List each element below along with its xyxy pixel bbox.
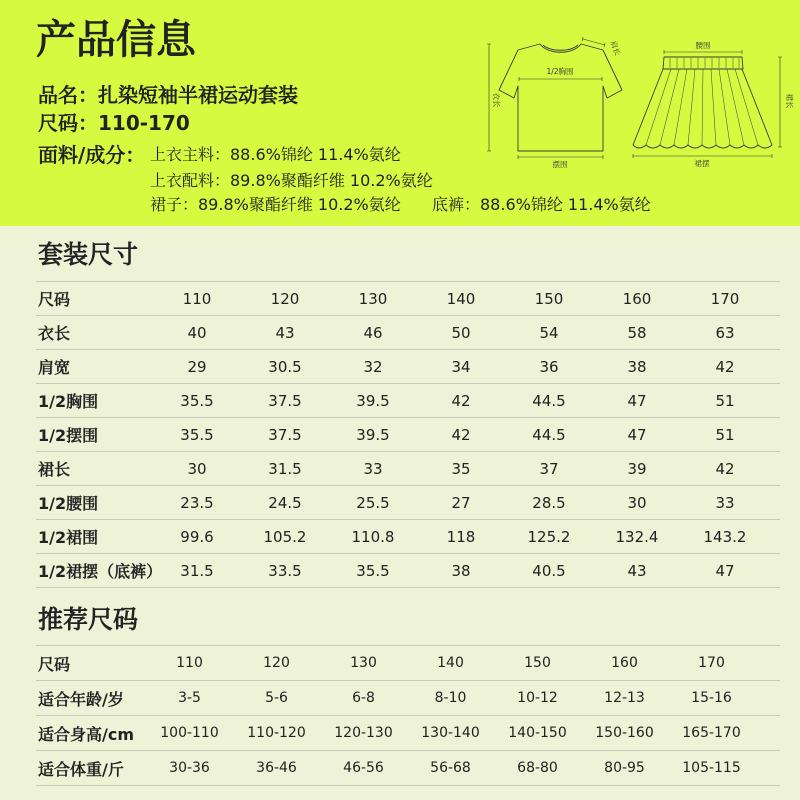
table-cell: 37.5 [268, 425, 302, 444]
table-cell: 30-36 [169, 760, 210, 776]
table-cell: 35.5 [180, 391, 214, 410]
size-range-line [38, 110, 190, 136]
table-cell: 143.2 [703, 527, 747, 546]
chest-measure-line [519, 77, 602, 81]
half-chest-label: 1/2胸围 [546, 67, 574, 76]
table-cell: 42 [715, 357, 735, 376]
size-chart-title: 套装尺寸 [38, 240, 139, 269]
row-label: 裙长 [38, 460, 71, 479]
table-cell: 63 [715, 323, 735, 342]
table-cell: 80-95 [604, 760, 645, 776]
table-cell: 35.5 [356, 561, 390, 580]
table-cell: 100-110 [160, 725, 219, 741]
page-title: 产品信息 [36, 17, 196, 63]
size-header-cell: 130 [350, 655, 377, 671]
table-cell: 35.5 [180, 425, 214, 444]
table-row [36, 384, 780, 418]
size-header-cell: 110 [182, 289, 212, 308]
table-cell: 31.5 [268, 459, 302, 478]
skirt-waistband [663, 57, 743, 69]
table-cell: 110-120 [247, 725, 306, 741]
table-cell: 39.5 [356, 425, 390, 444]
table-header-row [36, 646, 780, 681]
size-range-value: 110-170 [98, 111, 190, 135]
table-cell: 44.5 [532, 425, 566, 444]
table-cell: 31.5 [180, 561, 214, 580]
skirt-length-label: 裙长 [785, 93, 794, 109]
table-row [36, 418, 780, 452]
table-cell: 120-130 [334, 725, 393, 741]
table-cell: 150-160 [595, 725, 654, 741]
table-row [36, 520, 780, 554]
table-cell: 30 [627, 493, 647, 512]
table-cell: 50 [451, 323, 471, 342]
table-cell: 68-80 [517, 760, 558, 776]
row-label: 适合年龄/岁 [38, 689, 124, 709]
garment-diagram [480, 28, 798, 178]
table-cell: 140-150 [508, 725, 567, 741]
product-name-label: 品名： [38, 83, 98, 107]
garment-length-label: 衣长 [492, 92, 501, 108]
table-cell: 132.4 [615, 527, 659, 546]
skirt-length-measure-line [778, 57, 782, 147]
table-row [36, 316, 780, 350]
table-row [36, 486, 780, 520]
waist-measure-line [664, 50, 742, 54]
table-cell: 44.5 [532, 391, 566, 410]
table-cell: 58 [627, 323, 647, 342]
tshirt-collar [543, 45, 578, 50]
size-header-cell: 170 [698, 655, 725, 671]
table-cell: 38 [451, 561, 471, 580]
table-cell: 32 [363, 357, 383, 376]
size-header-cell: 140 [437, 655, 464, 671]
row-label: 衣长 [38, 324, 71, 343]
recommended-size-table [36, 645, 780, 786]
table-cell: 42 [451, 425, 471, 444]
row-label: 1/2裙围 [38, 528, 99, 547]
waist-label: 腰围 [695, 41, 711, 50]
table-cell: 46 [363, 323, 383, 342]
size-header-cell: 160 [622, 289, 652, 308]
table-cell: 38 [627, 357, 647, 376]
table-cell: 42 [451, 391, 471, 410]
shoulder-length-label: 肩长 [608, 39, 623, 57]
size-header-cell: 120 [263, 655, 290, 671]
size-header-cell: 160 [611, 655, 638, 671]
hem-width-label: 摆围 [552, 160, 568, 169]
table-row [36, 751, 780, 786]
skirt-hem-label: 裙摆 [694, 159, 710, 168]
table-cell: 40 [187, 323, 207, 342]
table-row [36, 716, 780, 751]
table-cell: 3-5 [178, 690, 201, 706]
table-cell: 165-170 [682, 725, 741, 741]
fabric-top-main: 上衣主料：88.6%锦纶 11.4%氨纶 [150, 145, 401, 164]
table-cell: 51 [715, 425, 735, 444]
product-info-header [0, 0, 800, 226]
table-cell: 15-16 [691, 690, 732, 706]
table-cell: 40.5 [532, 561, 566, 580]
table-cell: 36 [539, 357, 559, 376]
table-cell: 47 [627, 391, 647, 410]
size-header-cell: 130 [358, 289, 388, 308]
hem-measure-line [518, 155, 603, 159]
row-label: 1/2胸围 [38, 392, 99, 411]
table-header-row [36, 282, 780, 316]
table-cell: 33 [363, 459, 383, 478]
table-cell: 118 [446, 527, 476, 546]
table-cell: 47 [715, 561, 735, 580]
row-label: 1/2裙摆（底裤） [38, 562, 163, 581]
table-cell: 46-56 [343, 760, 384, 776]
table-cell: 39.5 [356, 391, 390, 410]
table-cell: 35 [451, 459, 471, 478]
table-cell: 34 [451, 357, 471, 376]
table-cell: 43 [275, 323, 295, 342]
table-row [36, 554, 780, 588]
table-cell: 33 [715, 493, 735, 512]
product-name-line [38, 82, 298, 108]
size-chart-table [36, 281, 780, 588]
table-cell: 29 [187, 357, 207, 376]
tshirt-outline [499, 44, 622, 151]
size-header-cell: 120 [270, 289, 300, 308]
row-label: 适合身高/cm [38, 724, 135, 744]
size-header-cell: 150 [534, 289, 564, 308]
row-label: 尺码 [38, 654, 71, 674]
table-row [36, 681, 780, 716]
table-cell: 37 [539, 459, 559, 478]
table-cell: 28.5 [532, 493, 566, 512]
tshirt-sketch [487, 37, 623, 169]
row-label: 适合体重/斤 [38, 759, 124, 779]
table-cell: 8-10 [434, 690, 467, 706]
skirt-sketch [633, 41, 794, 168]
table-cell: 105.2 [263, 527, 307, 546]
table-cell: 51 [715, 391, 735, 410]
size-header-cell: 150 [524, 655, 551, 671]
table-cell: 43 [627, 561, 647, 580]
table-cell: 125.2 [527, 527, 571, 546]
recommended-size-title: 推荐尺码 [38, 605, 139, 634]
table-cell: 110.8 [351, 527, 395, 546]
table-row [36, 452, 780, 486]
product-name-value: 扎染短袖半裙运动套装 [98, 83, 298, 107]
size-range-label: 尺码： [38, 111, 98, 135]
fabric-skirt: 裙子：89.8%聚酯纤维 10.2%氨纶 [150, 195, 401, 214]
table-cell: 42 [715, 459, 735, 478]
waistband-ruching [670, 58, 739, 68]
table-cell: 33.5 [268, 561, 302, 580]
table-cell: 39 [627, 459, 647, 478]
table-cell: 105-115 [682, 760, 741, 776]
table-cell: 56-68 [430, 760, 471, 776]
table-cell: 130-140 [421, 725, 480, 741]
fabric-top-trim: 上衣配料：89.8%聚酯纤维 10.2%氨纶 [150, 171, 433, 190]
skirt-hem-measure-line [633, 154, 772, 158]
table-cell: 12-13 [604, 690, 645, 706]
size-header-cell: 140 [446, 289, 476, 308]
table-cell: 24.5 [268, 493, 302, 512]
table-cell: 36-46 [256, 760, 297, 776]
table-row [36, 350, 780, 384]
fabric-label: 面料/成分： [38, 143, 146, 167]
table-cell: 25.5 [356, 493, 390, 512]
table-cell: 6-8 [352, 690, 375, 706]
fabric-briefs: 底裤：88.6%锦纶 11.4%氨纶 [432, 195, 651, 214]
row-label: 尺码 [38, 290, 71, 309]
table-cell: 99.6 [180, 527, 214, 546]
table-cell: 37.5 [268, 391, 302, 410]
table-cell: 5-6 [265, 690, 288, 706]
table-cell: 23.5 [180, 493, 214, 512]
skirt-pleats [646, 69, 758, 145]
table-cell: 47 [627, 425, 647, 444]
size-header-cell: 170 [710, 289, 740, 308]
size-header-cell: 110 [176, 655, 203, 671]
row-label: 肩宽 [38, 358, 71, 377]
table-cell: 10-12 [517, 690, 558, 706]
row-label: 1/2腰围 [38, 494, 99, 513]
table-cell: 30 [187, 459, 207, 478]
length-measure-line [487, 44, 491, 151]
table-cell: 54 [539, 323, 559, 342]
table-cell: 30.5 [268, 357, 302, 376]
row-label: 1/2摆围 [38, 426, 99, 445]
table-cell: 27 [451, 493, 471, 512]
